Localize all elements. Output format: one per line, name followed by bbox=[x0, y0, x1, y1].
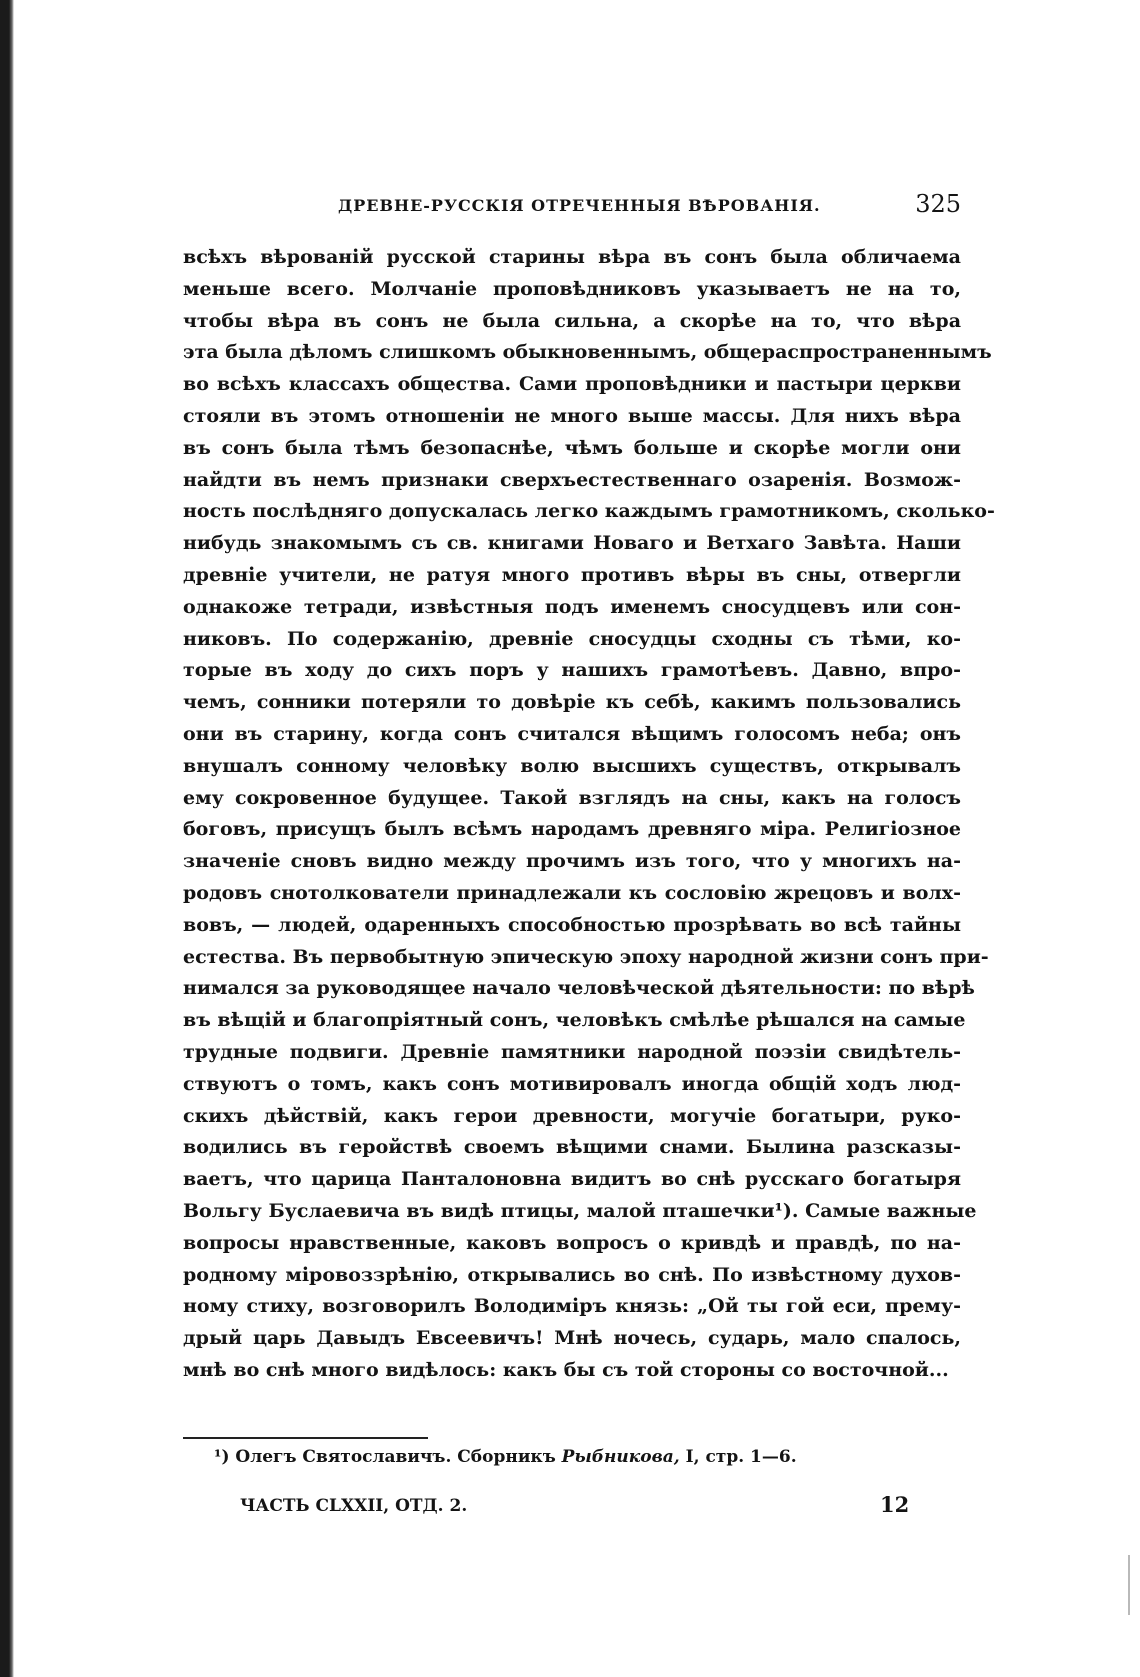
text-line: водились въ геройствѣ своемъ вѣщими снами. Былина разсказы- bbox=[183, 1136, 961, 1159]
text-line: дрый царь Давыдъ Евсеевичъ! Мнѣ ночесь, сударь, мало спалось, bbox=[183, 1327, 961, 1350]
text-line: боговъ, присущъ былъ всѣмъ народамъ древняго міра. Религіозное bbox=[183, 818, 961, 841]
signature-sheet-number: 12 bbox=[880, 1492, 910, 1517]
running-head bbox=[183, 190, 961, 230]
text-line: трудные подвиги. Древніе памятники народной поэзіи свидѣтель- bbox=[183, 1040, 961, 1063]
text-line: эта была дѣломъ слишкомъ обыкновеннымъ, общераспространеннымъ bbox=[183, 341, 992, 364]
text-line: однакоже тетради, извѣстныя подъ именемъ сносудцевъ или сон- bbox=[183, 595, 961, 618]
text-line: естества. Въ первобытную эпическую эпоху народной жизни сонъ при- bbox=[183, 945, 989, 968]
body-text bbox=[183, 242, 995, 1387]
text-line: никовъ. По содержанію, древніе сносудцы сходны съ тѣми, ко- bbox=[183, 627, 961, 650]
book-page bbox=[183, 190, 995, 1387]
footnote-text-before: Олегъ Святославичъ. Сборникъ bbox=[235, 1447, 556, 1467]
scan-edge-mark bbox=[1128, 1555, 1130, 1615]
text-line: ность послѣдняго допускалась легко каждымъ грамотникомъ, сколько- bbox=[183, 500, 995, 523]
text-line: древніе учители, не ратуя много противъ вѣры въ сны, отвергли bbox=[183, 563, 961, 586]
footnote bbox=[214, 1447, 797, 1467]
text-line: мнѣ во снѣ много видѣлось: какъ бы съ той стороны со восточной... bbox=[183, 1358, 949, 1381]
footnote-marker: ¹) bbox=[214, 1447, 230, 1467]
scan-binding-edge bbox=[0, 0, 14, 1677]
footnote-rule bbox=[183, 1437, 428, 1439]
running-title: ДРЕВНЕ-РУССКІЯ ОТРЕЧЕННЫЯ ВѢРОВАНІЯ. bbox=[338, 196, 821, 215]
text-line: всѣхъ вѣрованій русской старины вѣра въ сонъ была обличаема bbox=[183, 246, 961, 268]
text-line: во всѣхъ классахъ общества. Сами проповѣдники и пастыри церкви bbox=[183, 373, 961, 396]
text-line: родовъ снотолкователи принадлежали къ сословію жрецовъ и волх- bbox=[183, 881, 961, 904]
text-line: Вольгу Буслаевича въ видѣ птицы, малой пташечки¹). Самые важные bbox=[183, 1199, 977, 1222]
text-line: чтобы вѣра въ сонъ не была сильна, а скорѣе на то, что вѣра bbox=[183, 309, 961, 332]
text-line: скихъ дѣйствій, какъ герои древности, могучіе богатыри, руко- bbox=[183, 1104, 961, 1127]
text-line: нибудь знакомымъ съ св. книгами Новаго и Ветхаго Завѣта. Наши bbox=[183, 532, 961, 555]
text-line: ствуютъ о томъ, какъ сонъ мотивировалъ иногда общій ходъ люд- bbox=[183, 1072, 961, 1095]
text-line: вопросы нравственные, каковъ вопросъ о кривдѣ и правдѣ, по на- bbox=[183, 1231, 961, 1254]
text-line: вовъ, — людей, одаренныхъ способностью прозрѣвать во всѣ тайны bbox=[183, 913, 961, 936]
signature-label: ЧАСТЬ CLXXII, ОТД. 2. bbox=[240, 1496, 468, 1516]
text-line: найдти въ немъ признаки сверхъестественнаго озаренія. Возмож- bbox=[183, 468, 961, 491]
text-line: ваетъ, что царица Панталоновна видитъ во снѣ русскаго богатыря bbox=[183, 1168, 961, 1191]
text-line: ему сокровенное будущее. Такой взглядъ на сны, какъ на голосъ bbox=[183, 786, 961, 809]
text-line: внушалъ сонному человѣку волю высшихъ существъ, открывалъ bbox=[183, 754, 961, 777]
text-line: они въ старину, когда сонъ считался вѣщимъ голосомъ неба; онъ bbox=[183, 722, 961, 745]
footnote-text-after: I, стр. 1—6. bbox=[685, 1447, 797, 1467]
text-line: родному міровоззрѣнію, открывались во снѣ. По извѣстному духов- bbox=[183, 1263, 961, 1286]
text-line: ному стиху, возговорилъ Володиміръ князь: „Ой ты гой еси, прему- bbox=[183, 1295, 961, 1318]
text-line: нимался за руководящее начало человѣческой дѣятельности: по вѣрѣ bbox=[183, 977, 975, 1000]
page-number: 325 bbox=[915, 190, 961, 218]
text-line: стояли въ этомъ отношеніи не много выше массы. Для нихъ вѣра bbox=[183, 404, 961, 427]
text-line: меньше всего. Молчаніе проповѣдниковъ указываетъ не на то, bbox=[183, 277, 961, 300]
text-line: въ вѣщій и благопріятный сонъ, человѣкъ смѣлѣе рѣшался на самые bbox=[183, 1009, 966, 1032]
text-line: чемъ, сонники потеряли то довѣріе къ себѣ, какимъ пользовались bbox=[183, 691, 961, 714]
text-line: торые въ ходу до сихъ поръ у нашихъ грамотѣевъ. Давно, впро- bbox=[183, 659, 961, 682]
text-line: въ сонъ была тѣмъ безопаснѣе, чѣмъ больше и скорѣе могли они bbox=[183, 436, 961, 459]
footnote-italic-author: Рыбникова, bbox=[561, 1447, 680, 1467]
text-line: значеніе сновъ видно между прочимъ изъ того, что у многихъ на- bbox=[183, 850, 961, 873]
